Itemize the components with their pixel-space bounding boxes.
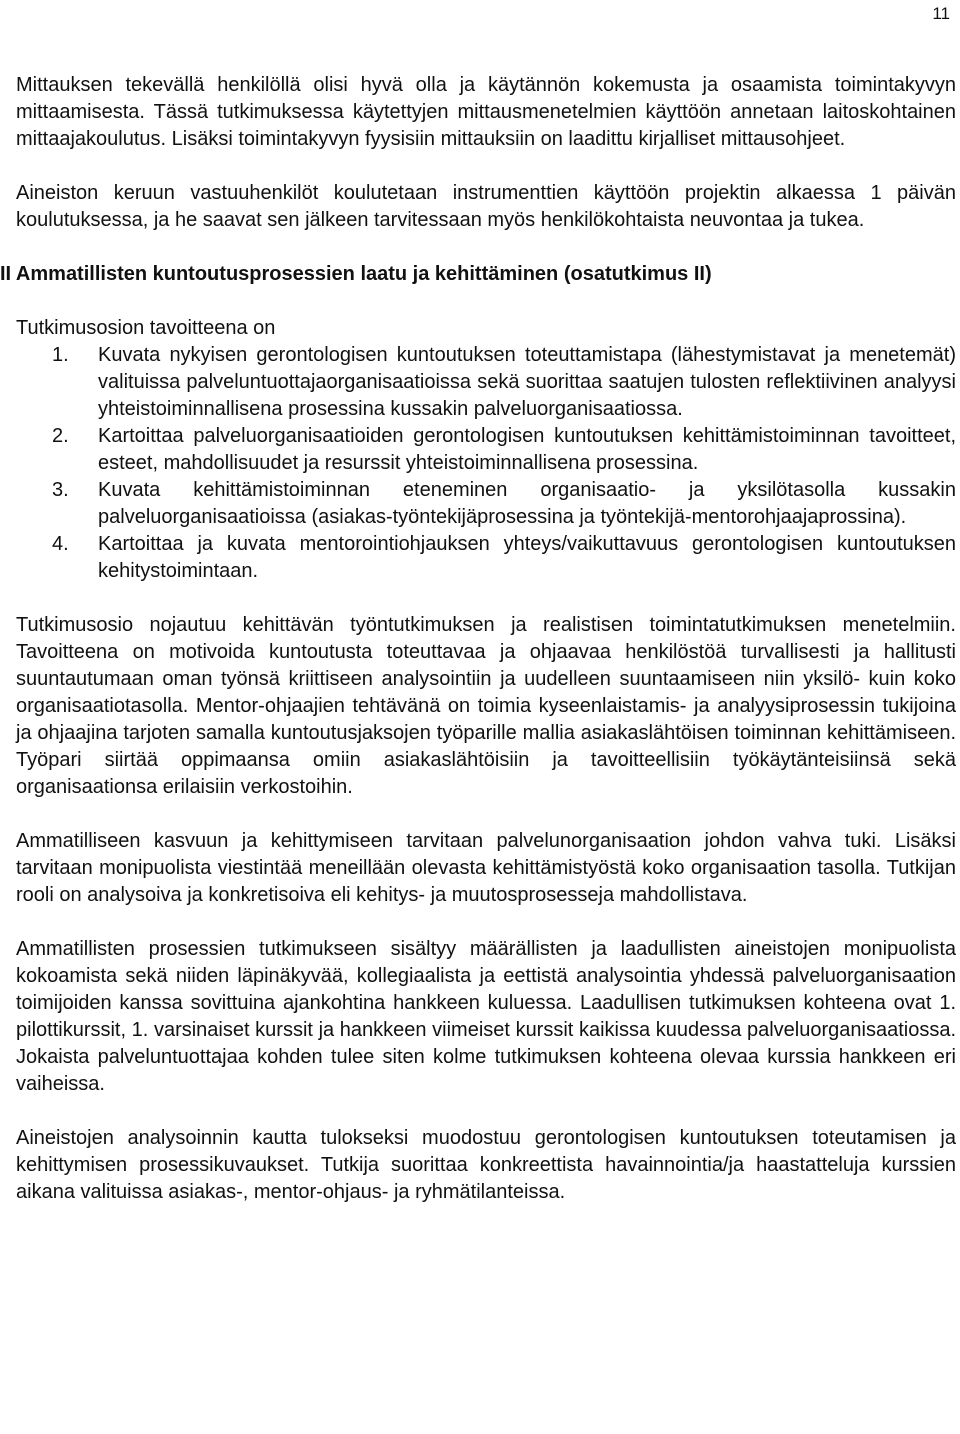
list-item bbox=[16, 477, 956, 531]
list-item bbox=[16, 342, 956, 423]
list-item-text: Kuvata kehittämistoiminnan eteneminen organisaatio- ja yksilötasolla kussakin palveluorganisaatioissa (asiakas-työntekijäprosessina ja työntekijä-mentorohjaajaprossina). bbox=[98, 479, 956, 528]
document-body bbox=[0, 72, 956, 1206]
list-item bbox=[16, 531, 956, 585]
list-item-number: 2. bbox=[52, 425, 69, 447]
page-number: 11 bbox=[932, 4, 950, 23]
paragraph-results: Aineistojen analysoinnin kautta tulokseksi muodostuu gerontologisen kuntoutuksen toteutamisen ja kehittymisen prosessikuvaukset. Tutkija suorittaa konkreettista havainnointia/ja haastatteluja kurssien aikana valituissa asiakas-, mentor-ohjaus- ja ryhmätilanteissa. bbox=[16, 1127, 956, 1203]
paragraph-data-analysis: Ammatillisten prosessien tutkimukseen sisältyy määrällisten ja laadullisten aineistojen monipuolista kokoamista sekä niiden läpinäkyvää, kollegiaalista ja eettistä analysointia yhdessä palveluorganisaation toimijoiden kanssa sovittuina ajankohtina hankkeen kuluessa. Laadullisen tutkimuksen kohteena ovat 1. pilottikurssit, 1. varsinaiset kurssit ja hankkeen viimeiset kurssit kaikissa kuudessa palveluorganisaatiossa. Jokaista palveluntuottajaa kohden tulee siten kolme tutkimuksen kohteena olevaa kurssia hankkeen eri vaiheissa. bbox=[16, 938, 956, 1095]
paragraph-management-support: Ammatilliseen kasvuun ja kehittymiseen tarvitaan palvelunorganisaation johdon vahva tuki. Lisäksi tarvitaan monipuolista viestintää meneillään olevasta kehittämistyöstä koko organisaation tasolla. Tutkijan rooli on analysoiva ja konkretisoiva eli kehitys- ja muutosprosesseja mahdollistava. bbox=[16, 830, 956, 906]
goals-list bbox=[16, 342, 956, 585]
list-item-text: Kuvata nykyisen gerontologisen kuntoutuksen toteuttamistapa (lähestymistavat ja menetemät) valituissa palveluntuottajaorganisaatioissa sekä suorittaa saatujen tulosten reflektiivinen analyysi yhteistoiminnallisena prosessina kussakin palveluorganisaatiossa. bbox=[98, 344, 956, 420]
list-item-number: 4. bbox=[52, 533, 69, 555]
paragraph-data-collection: Aineiston keruun vastuuhenkilöt koulutetaan instrumenttien käyttöön projektin alkaessa 1 päivän koulutuksessa, ja he saavat sen jälkeen tarvitessaan myös henkilökohtaista neuvontaa ja tukea. bbox=[16, 182, 956, 231]
list-item-number: 1. bbox=[52, 344, 69, 366]
list-item-number: 3. bbox=[52, 479, 69, 501]
paragraph-measurement-training: Mittauksen tekevällä henkilöllä olisi hyvä olla ja käytännön kokemusta ja osaamista toimintakyvyn mittaamisesta. Tässä tutkimuksessa käytettyjen mittausmenetelmien käyttöön annetaan laitoskohtainen mittaajakoulutus. Lisäksi toimintakyvyn fyysisiin mittauksiin on laadittu kirjalliset mittausohjeet. bbox=[16, 74, 956, 150]
paragraph-methods: Tutkimusosio nojautuu kehittävän työntutkimuksen ja realistisen toimintatutkimuksen menetelmiin. Tavoitteena on motivoida kuntoutusta toteuttavaa ja ohjaavaa henkilöstöä turvallisesti ja hallitusti suuntautumaan oman työnsä kriittiseen analysointiin ja uudelleen suuntaamiseen niin yksilö- kuin koko organisaatiotasolla. Mentor-ohjaajien tehtävänä on toimia kyseenlaistamis- ja analyysiprosessin tukijoina ja ohjaajina tarjoten samalla kuntoutusjaksojen työparille mallia asiakaslähtöisen toiminnan kehittämiseen. Työpari siirtää oppimaansa omiin asiakaslähtöisiin ja tavoitteellisiin työkäytänteisiinsä sekä organisaationsa erilaisiin verkostoihin. bbox=[16, 614, 956, 798]
goals-intro: Tutkimusosion tavoitteena on bbox=[16, 317, 276, 339]
section-heading: II Ammatillisten kuntoutusprosessien laatu ja kehittäminen (osatutkimus II) bbox=[0, 263, 712, 285]
list-item-text: Kartoittaa ja kuvata mentorointiohjauksen yhteys/vaikuttavuus gerontologisen kuntoutuksen kehitystoimintaan. bbox=[98, 533, 956, 582]
list-item-text: Kartoittaa palveluorganisaatioiden gerontologisen kuntoutuksen kehittämistoiminnan tavoitteet, esteet, mahdollisuudet ja resurssit yhteistoiminnallisena prosessina. bbox=[98, 425, 956, 474]
list-item bbox=[16, 423, 956, 477]
